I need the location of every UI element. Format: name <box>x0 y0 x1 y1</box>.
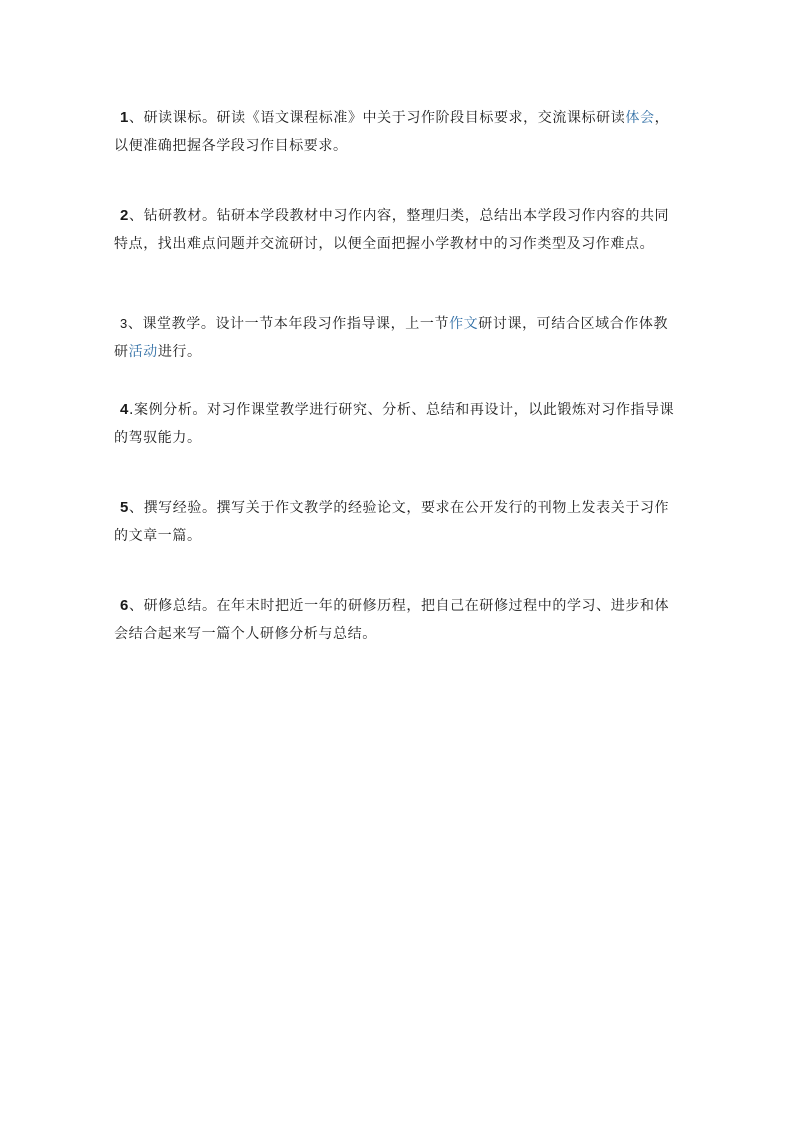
paragraph-5 <box>114 494 680 550</box>
paragraph-text: 案例分析。对习作课堂教学进行研究、分析、总结和再设计，以此锻炼对习作指导课的驾驭能力。 <box>114 402 675 446</box>
paragraph-number: 3 <box>120 316 128 331</box>
link-zuowen[interactable]: 作文 <box>449 316 479 332</box>
paragraph-text: ，以便准确把握各学段习作目标要求。 <box>114 110 670 154</box>
paragraph-text: 研修总结。在年末时把近一年的研修历程，把自己在研修过程中的学习、进步和体会结合起来写一篇个人研修分析与总结。 <box>114 598 670 642</box>
paragraph-4 <box>114 396 680 452</box>
paragraph-separator: 、 <box>128 110 144 126</box>
paragraph-text: 进行。 <box>157 344 202 360</box>
paragraph-2 <box>114 202 680 258</box>
paragraph-separator: 、 <box>128 208 144 224</box>
paragraph-text: 研读课标。研读《语文课程标准》中关于习作阶段目标要求，交流课标研读 <box>143 110 626 126</box>
link-huodong[interactable]: 活动 <box>128 344 158 360</box>
paragraph-6 <box>114 592 680 648</box>
paragraph-text: 研讨课，可结合区域合作体教研 <box>114 316 669 360</box>
paragraph-separator: 、 <box>127 316 143 332</box>
paragraph-3 <box>114 310 680 366</box>
paragraph-text: 课堂教学。设计一节本年段习作指导课，上一节 <box>142 316 450 332</box>
paragraph-separator: 、 <box>128 500 144 516</box>
paragraph-number: 6 <box>120 597 129 614</box>
paragraph-number: 5 <box>120 499 129 516</box>
paragraph-number: 1 <box>120 109 129 126</box>
paragraph-text: 撰写经验。撰写关于作文教学的经验论文，要求在公开发行的刊物上发表关于习作的文章一篇。 <box>114 500 670 544</box>
paragraph-1 <box>114 104 680 160</box>
paragraph-separator: . <box>128 402 135 418</box>
paragraph-number: 4 <box>120 401 129 418</box>
paragraph-text: 钻研教材。钻研本学段教材中习作内容，整理归类，总结出本学段习作内容的共同特点，找出难点问题并交流研讨，以便全面把握小学教材中的习作类型及习作难点。 <box>114 208 670 252</box>
paragraph-separator: 、 <box>128 598 144 614</box>
link-tihui[interactable]: 体会 <box>625 110 655 126</box>
paragraph-number: 2 <box>120 207 129 224</box>
